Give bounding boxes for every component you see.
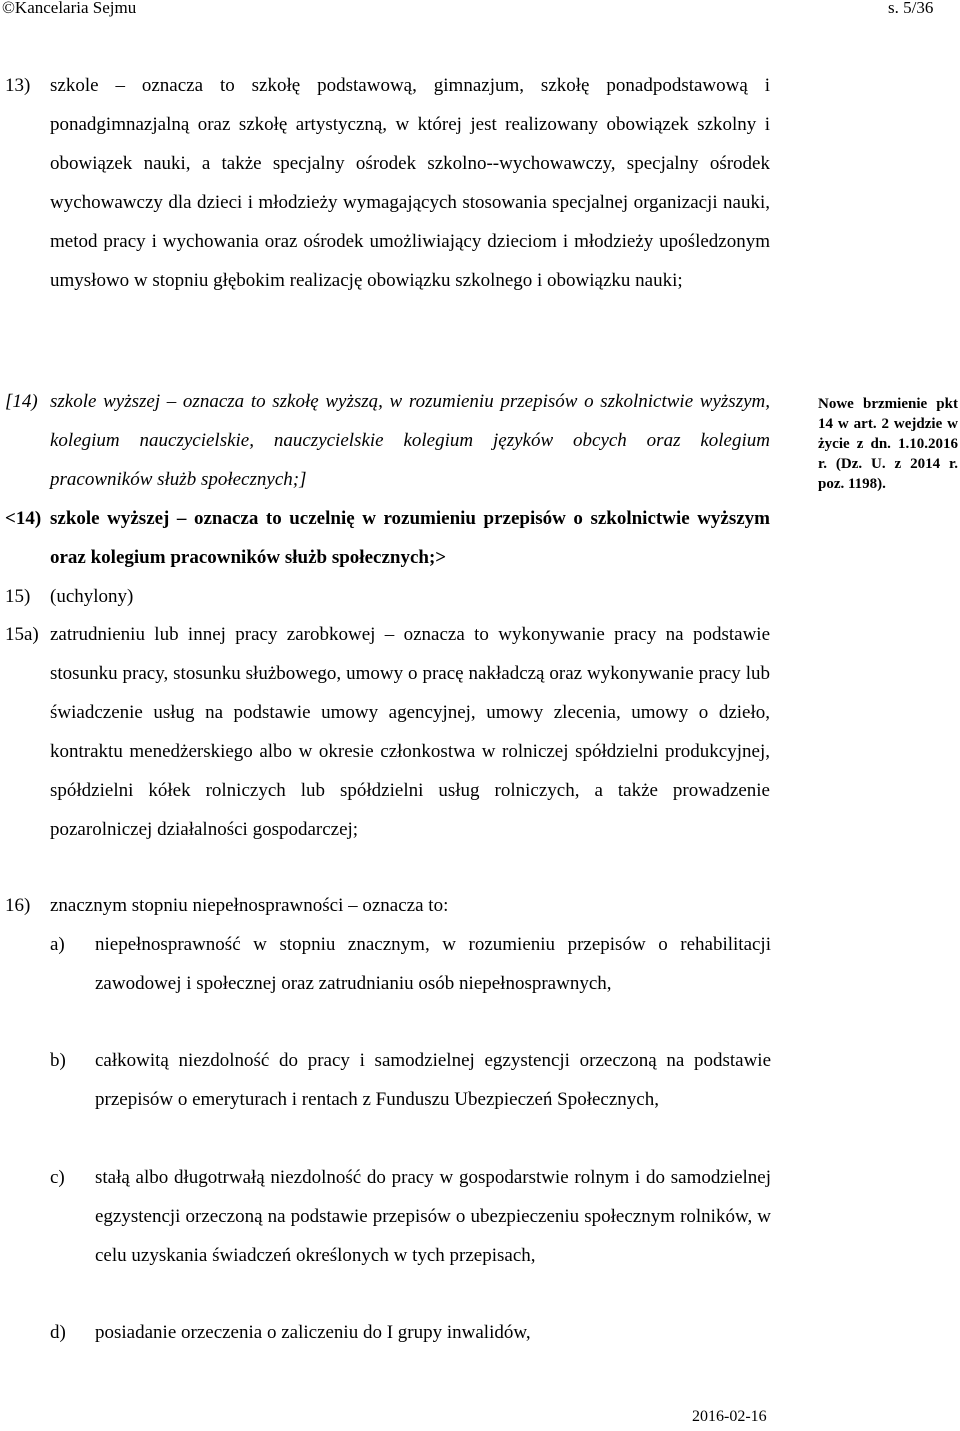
subitem-text: stałą albo długotrwałą niezdolność do pracy w gospodarstwie rolnym i do samodzielnej egzystencji orzeczoną na podstawie przepisów o ubezpieczeniu społecznym rolników, w celu uzyskania świadczeń określonych w tych przepisach, bbox=[95, 1167, 771, 1266]
paragraph-text: szkole wyższej – oznacza to szkołę wyższą, w rozumieniu przepisów o szkolnictwie wyższym, kolegium nauczycielskie, nauczycielskie kolegium języków obcych oraz kolegium pracowników służb społecznych;] bbox=[50, 391, 770, 490]
paragraph-number: <14) bbox=[5, 508, 42, 529]
subitem-b bbox=[0, 1041, 820, 1119]
paragraph-number: [14) bbox=[5, 391, 38, 412]
paragraph-number: 16) bbox=[5, 895, 31, 916]
paragraph-15a bbox=[0, 615, 820, 849]
paragraph-text: zatrudnieniu lub innej pracy zarobkowej – oznacza to wykonywanie pracy na podstawie stosunku pracy, stosunku służbowego, umowy o pracę nakładczą oraz wykonywanie pracy lub świadczenie usług na podstawie umowy agencyjnej, umowy zlecenia, umowy o dzieło, kontraktu menedżerskiego albo w okresie członkostwa w rolniczej spółdzielni produkcyjnej, spółdzielni kółek rolniczych lub spółdzielni usług rolniczych, a także prowadzenie pozarolniczej działalności gospodarczej; bbox=[50, 624, 770, 840]
subitem-letter: c) bbox=[50, 1167, 65, 1188]
subitem-text: całkowitą niezdolność do pracy i samodzielnej egzystencji orzeczoną na podstawie przepisów o emeryturach i rentach z Funduszu Ubezpieczeń Społecznych, bbox=[95, 1050, 771, 1110]
paragraph-13 bbox=[0, 66, 820, 300]
paragraph-text: znacznym stopniu niepełnosprawności – oznacza to: bbox=[50, 895, 449, 916]
paragraph-14-old bbox=[0, 382, 820, 499]
paragraph-15 bbox=[0, 577, 820, 616]
paragraph-16 bbox=[0, 886, 820, 925]
subitem-letter: a) bbox=[50, 934, 65, 955]
paragraph-14-new bbox=[0, 499, 820, 577]
paragraph-text: szkole wyższej – oznacza to uczelnię w rozumieniu przepisów o szkolnictwie wyższym oraz kolegium pracowników służb społecznych;> bbox=[50, 508, 770, 568]
paragraph-number: 13) bbox=[5, 75, 31, 96]
paragraph-number: 15) bbox=[5, 586, 31, 607]
paragraph-text: szkole – oznacza to szkołę podstawową, gimnazjum, szkołę ponadpodstawową i ponadgimnazjalną oraz szkołę artystyczną, w której jest realizowany obowiązek szkolny i obowiązek nauki, a także specjalny ośrodek szkolno--wychowawczy, specjalny ośrodek wychowawczy dla dzieci i młodzieży wymagających stosowania specjalnej organizacji nauki, metod pracy i wychowania oraz ośrodek umożliwiający dzieciom i młodzieży upośledzonym umysłowo w stopniu głębokim realizację obowiązku szkolnego i obowiązku nauki; bbox=[50, 75, 770, 291]
copyright-label: ©Kancelaria Sejmu bbox=[2, 0, 137, 17]
paragraph-text: (uchylony) bbox=[50, 586, 134, 607]
subitem-text: posiadanie orzeczenia o zaliczeniu do I grupy inwalidów, bbox=[95, 1322, 531, 1343]
subitem-text: niepełnosprawność w stopniu znacznym, w rozumieniu przepisów o rehabilitacji zawodowej i społecznej oraz zatrudnianiu osób niepełnosprawnych, bbox=[95, 934, 771, 994]
footer-date: 2016-02-16 bbox=[692, 1408, 767, 1425]
subitem-a bbox=[0, 925, 820, 1003]
subitem-letter: d) bbox=[50, 1322, 66, 1343]
subitem-letter: b) bbox=[50, 1050, 66, 1071]
subitem-d bbox=[0, 1313, 820, 1352]
margin-note: Nowe brzmienie pkt 14 w art. 2 wejdzie w życie z dn. 1.10.2016 r. (Dz. U. z 2014 r. poz. 1198). bbox=[818, 396, 958, 492]
page-number: s. 5/36 bbox=[888, 0, 934, 17]
subitem-c bbox=[0, 1158, 820, 1275]
paragraph-number: 15a) bbox=[5, 624, 39, 645]
